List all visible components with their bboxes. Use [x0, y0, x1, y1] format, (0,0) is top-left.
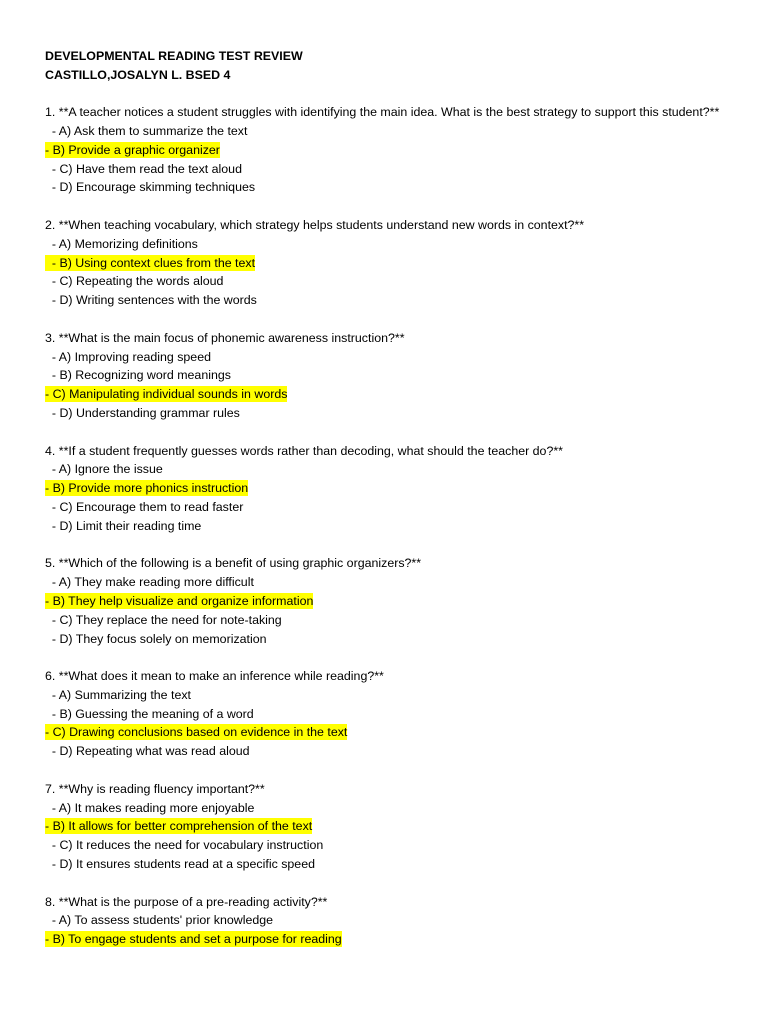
- answer-option-highlighted: [45, 817, 735, 836]
- document-page: [45, 47, 735, 968]
- answer-option-highlighted: [45, 385, 735, 404]
- answer-option-text: - C) Drawing conclusions based on evidence in the text: [45, 725, 348, 740]
- answer-option-text: - A) It makes reading more enjoyable: [45, 800, 255, 815]
- answer-option-text: - D) Repeating what was read aloud: [45, 744, 250, 759]
- question-block: [45, 103, 735, 197]
- question-text: 8. **What is the purpose of a pre-reading activity?**: [45, 894, 328, 909]
- answer-option-text: - C) Have them read the text aloud: [45, 161, 242, 176]
- question-text: 5. **Which of the following is a benefit of using graphic organizers?**: [45, 556, 422, 571]
- answer-option: [45, 366, 735, 385]
- question-block: [45, 893, 735, 949]
- answer-option: [45, 178, 735, 197]
- question-block: [45, 780, 735, 874]
- answer-option: [45, 160, 735, 179]
- answer-option: [45, 404, 735, 423]
- question-text: 6. **What does it mean to make an inference while reading?**: [45, 669, 384, 684]
- answer-option-highlighted: [45, 141, 735, 160]
- answer-option: [45, 272, 735, 291]
- question-block: [45, 554, 735, 648]
- answer-option-text: - A) Ask them to summarize the text: [45, 123, 248, 138]
- answer-option-text: - A) Memorizing definitions: [45, 236, 198, 251]
- answer-option: [45, 705, 735, 724]
- answer-option: [45, 235, 735, 254]
- answer-option-text: - D) Understanding grammar rules: [45, 405, 240, 420]
- answer-option-text: - D) Writing sentences with the words: [45, 293, 257, 308]
- answer-option: [45, 836, 735, 855]
- answer-option-text: - B) It allows for better comprehension of the text: [45, 819, 313, 834]
- answer-option-text: - A) To assess students' prior knowledge: [45, 913, 274, 928]
- answer-option: [45, 630, 735, 649]
- answer-option-text: - B) Guessing the meaning of a word: [45, 706, 254, 721]
- answer-option-text: - C) Manipulating individual sounds in words: [45, 387, 288, 402]
- answer-option: [45, 122, 735, 141]
- answer-option: [45, 517, 735, 536]
- answer-option-text: - B) Provide more phonics instruction: [45, 481, 249, 496]
- answer-option-text: - C) It reduces the need for vocabulary instruction: [45, 838, 324, 853]
- answer-option-text: - A) Improving reading speed: [45, 349, 211, 364]
- answer-option: [45, 686, 735, 705]
- answer-option-highlighted: [45, 592, 735, 611]
- author-line: CASTILLO,JOSALYN L. BSED 4: [45, 67, 231, 82]
- question-block: [45, 216, 735, 310]
- answer-option-text: - B) To engage students and set a purpose for reading: [45, 932, 342, 947]
- answer-option-highlighted: [45, 479, 735, 498]
- answer-option-text: - D) They focus solely on memorization: [45, 631, 267, 646]
- answer-option-highlighted: [45, 723, 735, 742]
- answer-option-text: - B) Provide a graphic organizer: [45, 142, 220, 157]
- answer-option: [45, 855, 735, 874]
- question-text: 2. **When teaching vocabulary, which strategy helps students understand new words in context?**: [45, 217, 585, 232]
- question-list: [45, 103, 735, 949]
- answer-option-text: - C) Repeating the words aloud: [45, 274, 224, 289]
- question-text: 4. **If a student frequently guesses words rather than decoding, what should the teacher do?**: [45, 443, 563, 458]
- question-block: [45, 442, 735, 536]
- document-title: DEVELOPMENTAL READING TEST REVIEW: [45, 49, 303, 63]
- answer-option-text: - A) Ignore the issue: [45, 462, 163, 477]
- answer-option: [45, 348, 735, 367]
- answer-option-text: - A) Summarizing the text: [45, 687, 191, 702]
- answer-option-text: - A) They make reading more difficult: [45, 575, 254, 590]
- answer-option-text: - C) They replace the need for note-taking: [45, 612, 282, 627]
- answer-option-text: - B) They help visualize and organize information: [45, 593, 314, 608]
- answer-option-text: - B) Using context clues from the text: [45, 255, 256, 270]
- answer-option-highlighted: [45, 930, 735, 949]
- answer-option: [45, 611, 735, 630]
- answer-option-highlighted: [45, 254, 735, 273]
- answer-option: [45, 573, 735, 592]
- answer-option: [45, 799, 735, 818]
- answer-option-text: - D) Limit their reading time: [45, 518, 202, 533]
- question-text: 1. **A teacher notices a student struggles with identifying the main idea. What is the best strategy to support this student?**: [45, 105, 720, 120]
- question-block: [45, 329, 735, 423]
- answer-option: [45, 460, 735, 479]
- answer-option: [45, 911, 735, 930]
- question-text: 3. **What is the main focus of phonemic awareness instruction?**: [45, 330, 405, 345]
- answer-option-text: - C) Encourage them to read faster: [45, 499, 244, 514]
- question-text: 7. **Why is reading fluency important?**: [45, 781, 265, 796]
- answer-option: [45, 291, 735, 310]
- answer-option-text: - D) Encourage skimming techniques: [45, 180, 256, 195]
- answer-option-text: - D) It ensures students read at a specific speed: [45, 857, 315, 872]
- question-block: [45, 667, 735, 761]
- answer-option-text: - B) Recognizing word meanings: [45, 368, 231, 383]
- answer-option: [45, 498, 735, 517]
- answer-option: [45, 742, 735, 761]
